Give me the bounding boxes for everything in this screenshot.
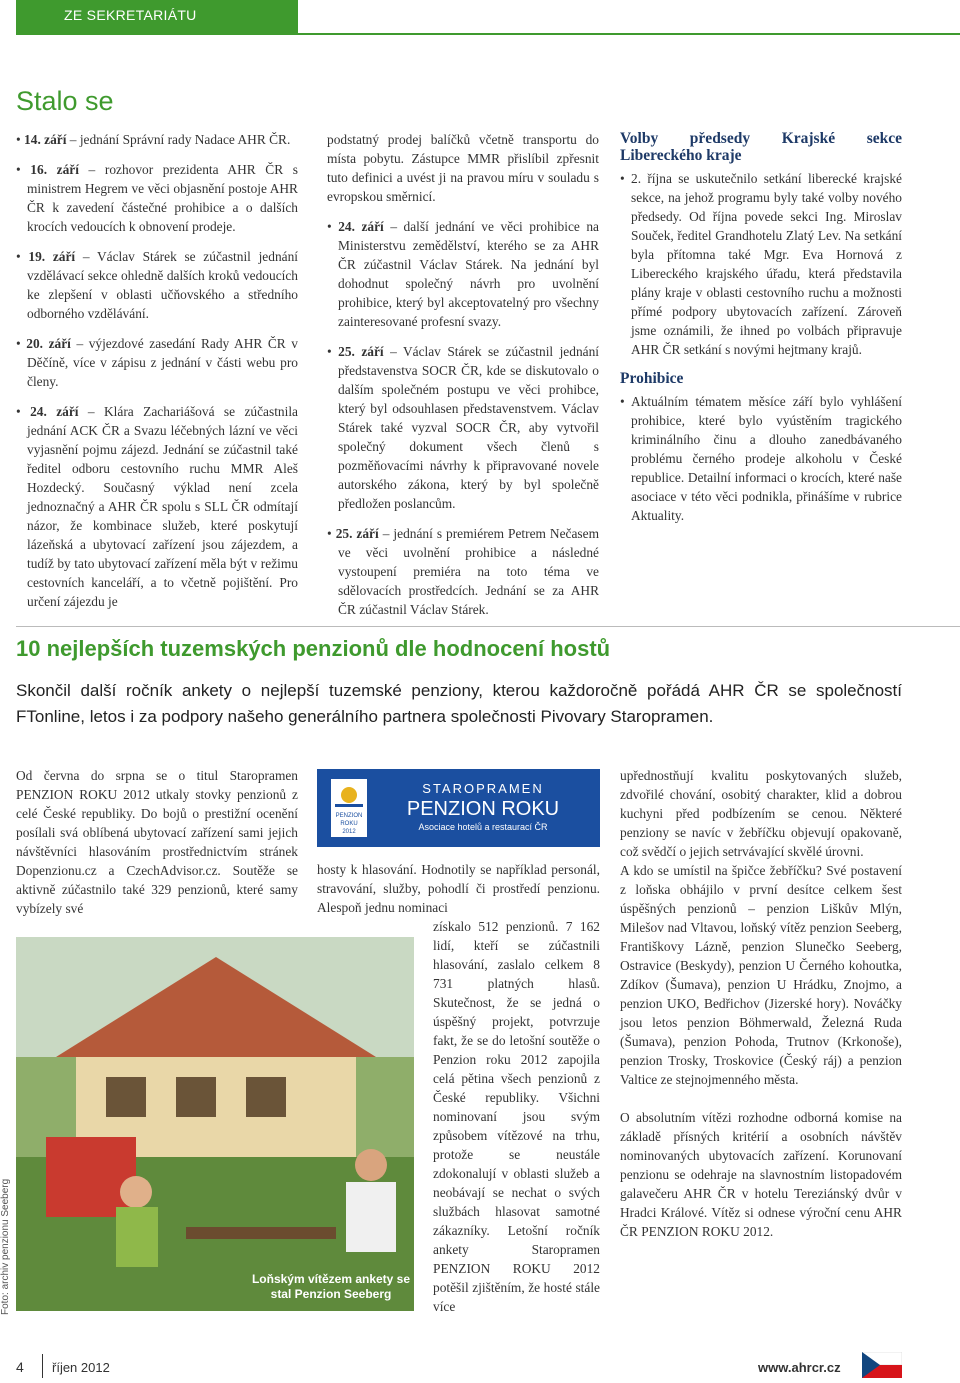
article-title: 10 nejlepších tuzemských penzionů dle hodnocení hostů	[16, 636, 611, 661]
news-text: – další jednání ve věci prohibice na Ministerstvu zemědělství, kterého se za AHR ČR zúčastnil Václav Stárek. Na jednání byl dohodnut společný návrh pro uvolnění prohibice, který byl akceptovatelný pro všechny zainteresované profesní svazy.	[338, 219, 600, 329]
photo-credit: Foto: archiv penzionu Seeberg	[0, 1178, 11, 1315]
news-date: 2. října	[631, 171, 672, 186]
logo-brand: STAROPRAMEN	[422, 781, 544, 796]
news-item: • Aktuálním tématem měsíce září bylo vyhlášení prohibice, které bylo vyústěním tragického kriminálního činu a dlouho zanedbávaného problému černého prodeje alkoholu v České republice. Detailní informaci o krocích, které naše asociace v této věci podnikla, přinášíme v rubrice Aktuality.	[620, 394, 902, 523]
news-column-1	[16, 130, 298, 622]
news-date: 19. září	[28, 249, 76, 264]
article-column-1	[16, 766, 298, 929]
article-paragraph: získalo 512 penzionů. 7 162 lidí, kteří se zúčastnili hlasování, zaslalo celkem 8 731 platných hlasů. Skutečnost, že se jedná o úspěšný projekt, potvrzuje fakt, že se do letošní soutěže o Penzion roku 2012 zapojila celá pětina všech penzionů z České republiky. Všichni nominovaní jsou svým způsobem vítězové na trhu, protože se neustále zdokonalují v oblasti služeb a neobávají se nechat o svých službách hlasovat samotné zákazníky. Letošní ročník ankety Staropramen PENZION ROKU 2012 potěšil zjištěním, že hosté stále více	[433, 919, 600, 1314]
news-item: • 19. září – Václav Stárek se zúčastnil jednání vzdělávací sekce ohledně dalších kroků vedoucích ke zlepšení v oblasti učňovského a středního odborného vzdělávání.	[16, 249, 299, 321]
article-paragraph: O absolutním vítězi rozhodne odborná komise na základě přísných kritérií a osobních návštěv nominovaných ubytovacích zařízení. Korunovaní penzionu se odehraje na slavnostním listopadovém galavečeru AHR ČR v hotelu Tereziánský dvůr v Hradci Králové. Vítěz si odnese výroční cenu AHR ČR PENZION ROKU 2012.	[620, 1110, 902, 1239]
news-date: 24. září	[338, 219, 384, 234]
section-header-bar	[16, 0, 298, 33]
news-date: 16. září	[30, 162, 79, 177]
logo-badge-text-top: PENZION	[335, 813, 363, 819]
article-paragraph: upřednostňují kvalitu poskytovaných služeb, zdvořilé chování, osobitý charakter, klid a dobrou kuchyni před podbízením se cenou. Některé penziony se navíc v žebříčku objevují opakovaně, což svědčí o jejich setrvávající skvělé úrovni.	[620, 768, 902, 859]
news-text: – jednání s premiérem Petrem Nečasem ve věci uvolnění prohibice a následné vystoupení premiéra na toto téma ve sdělovacích prostředcích. Jednání se za AHR ČR zúčastnil Václav Stárek.	[338, 526, 600, 617]
issue-date: říjen 2012	[52, 1360, 110, 1375]
logo-sun	[341, 787, 357, 803]
logo-subtitle: Asociace hotelů a restaurací ČR	[418, 822, 548, 832]
news-item: • 2. října se uskutečnilo setkání liberecké krajské sekce, na jehož programu byly také volby nového předsedy. Od října povede sekci Ing. Miroslav Souček, ředitel Grandhotelu Zlatý Lev. Na setkání byla přítomna také Mgr. Eva Hornová z Libereckého krajského úřadu, která představila plány kraje v oblasti cestovního ruchu a možnosti přímé podpory ubytovacích zařízení. Zároveň jsme oznámili, že ihned po volbách připravuje AHR ČR setkání s novými hejtmany krajů.	[620, 171, 902, 357]
article-column-3	[620, 766, 902, 1252]
photo-illustration	[16, 937, 414, 1311]
section-title: Stalo se	[16, 86, 114, 116]
logo-title: PENZION ROKU	[406, 798, 560, 820]
logo-badge-text-mid: ROKU	[340, 821, 358, 827]
header-rule	[16, 33, 960, 35]
news-date: 20. září	[26, 336, 71, 351]
section-label: ZE SEKRETARIÁTU	[64, 7, 197, 23]
logo-graphic	[317, 769, 600, 847]
penzion-roku-logo	[317, 769, 600, 847]
news-date: 24. září	[30, 404, 79, 419]
news-item: • 14. září – jednání Správní rady Nadace AHR ČR.	[16, 132, 291, 147]
logo-badge-stripe	[335, 804, 363, 807]
news-item: • 25. září – Václav Stárek se zúčastnil jednání představenstva SOCR ČR, kde se diskutovalo o dalším společném postupu ve věci prohibce, který byl odsouhlasen představenstvem. Václav Stárek také vyzval SOCR ČR, aby vytvořil společný dokument všech členů s pozměňovacími návrhy k připravované novele autorského zákona, který by byl společně předložen poslancům.	[327, 344, 600, 511]
subheading-prohibition: Prohibice	[620, 370, 684, 387]
news-item: • 20. září – výjezdové zasedání Rady AHR ČR v Děčíně, více v zápisu z jednání v části webu pro členy.	[16, 336, 299, 389]
news-column-2	[327, 130, 599, 630]
page-number: 4	[16, 1359, 24, 1375]
winner-photo	[16, 937, 414, 1311]
news-continuation: podstatný prodej balíčků včetně transportu do místa pobytu. Zástupce MMR přislíbil zpřesnit tuto definici a uvést ji na pravou míru v souladu s evropskou směrnicí.	[327, 132, 599, 204]
subheading-elections: Volby předsedy Krajské sekce Libereckého kraje	[620, 130, 902, 164]
article-paragraph: A kdo se umístil na špičce žebříčku? Své postavení z loňska obhájilo v první desítce celkem šest úspěšných penzionů – penzion Liškův Mlýn, Milešov nad Vltavou, loňský vítěz penzion Seeberg, Františkovy Lázně, penzion Slunečko Seeberg, Ostravice (Beskydy), penzion U Černého kohoutka, Zdíkov (Šumava), penzion U Hrádku, Znojmo, a penzion UKO, Bedřichov (Jizerské hory). Nováčky jsou letos penzion Böhmerwald, Železná Ruda (Šumava), penzion Pohoda, Trutnov (Krkonoše), penzion Trosky, Troskovice (Český ráj) a penzion Valtice ze stejnojmenného města.	[620, 863, 902, 1087]
news-date: 25. září	[338, 344, 384, 359]
news-text: – výjezdové zasedání Rady AHR ČR v Děčíně, více v zápisu z jednání v části webu pro členy.	[27, 336, 299, 389]
news-item: • 24. září – další jednání ve věci prohibice na Ministerstvu zemědělství, kterého se za AHR ČR zúčastnil Václav Stárek. Na jednání byl dohodnut společný návrh pro uvolnění prohibice, který byl akceptovatelný pro všechny zainteresované profesní svazy.	[327, 219, 600, 329]
website-link[interactable]: www.ahrcr.cz	[758, 1360, 841, 1375]
logo-badge-year: 2012	[342, 829, 356, 835]
news-column-3	[620, 130, 902, 536]
footer-divider	[42, 1354, 43, 1378]
news-date: 25. září	[335, 526, 379, 541]
news-date: 14. září	[24, 132, 67, 147]
article-column-2-top	[317, 860, 600, 917]
news-text: – Václav Stárek se zúčastnil jednání vzdělávací sekce ohledně dalších kroků vedoucích ke zlepšení v oblasti učňovského a středního odborného vzdělávání.	[27, 249, 299, 321]
flag-icon	[862, 1352, 902, 1378]
article-column-2-narrow	[433, 917, 600, 1327]
news-text: se uskutečnilo setkání liberecké krajské sekce, na jehož programu byly také volby nového předsedy. Od října povede sekci Ing. Miroslav Souček, ředitel Grandhotelu Zlatý Lev. Na setkání byla přítomna také Mgr. Eva Hornová z Libereckého krajského úřadu, která představila plány kraje v oblasti cestovního ruchu a možnosti přímé podpory ubytovacích zařízení. Zároveň jsme oznámili, že ihned po volbách připravuje AHR ČR setkání s novými hejtmany krajů.	[631, 171, 902, 357]
news-item: • 16. září – rozhovor prezidenta AHR ČR s ministrem Hegrem ve věci objasnění postoje AHR ČR k zavedení částečné prohibice a o dalších krocích vedoucích k obnovení prodeje.	[16, 162, 298, 234]
article-lead: Skončil další ročník ankety o nejlepší tuzemské penziony, kterou každoročně pořádá AHR ČR se společností FTonline, letos i za podpory našeho generálního partnera společnosti Pivovary Staropramen.	[16, 681, 902, 726]
article-paragraph: hosty k hlasování. Hodnotily se například personál, stravování, služby, pohodlí či prostředí penzionu. Alespoň jednu nominaci	[317, 862, 600, 915]
news-text: Aktuálním tématem měsíce září bylo vyhlášení prohibice, které bylo vyústěním tragického kriminálního činu a dlouho zanedbávaného problému černého prodeje alkoholu v České republice. Detailní informaci o krocích, které naše asociace v této věci podnikla, přinášíme v rubrice Aktuality.	[631, 394, 902, 523]
news-text: – Klára Zachariášová se zúčastnila jednání ACK ČR a Svazu léčebných lázní ve věci vyjasnění pojmu zájezd. Jednání se zúčastnil také ředitel odboru cestovního ruchu MMR Aleš Hozdecký. Současný výklad není zcela jednoznačný a AHR ČR spolu s SLL ČR odmítají názor, že kombinace služeb, které poskytují lázeňská a ubytovací zařízení jsou zájezdem, a tudíž by tato ubytovací zařízení měla být v režimu cestovních kanceláří, a to včetně pojištění. Pro určení zájezdu je	[27, 404, 298, 609]
news-item: • 24. září – Klára Zachariášová se zúčastnila jednání ACK ČR a Svazu léčebných lázní ve věci vyjasnění pojmu zájezd. Jednání se zúčastnil také ředitel odboru cestovního ruchu MMR Aleš Hozdecký. Současný výklad není zcela jednoznačný a AHR ČR spolu s SLL ČR odmítají názor, že kombinace služeb, které poskytují lázeňská a ubytovací zařízení jsou zájezdem, a tudíž by tato ubytovací zařízení měla být v režimu cestovních kanceláří, a to včetně pojištění. Pro určení zájezdu je	[16, 404, 298, 609]
photo-caption: Loňským vítězem ankety se stal Penzion Seeberg	[251, 1272, 411, 1301]
news-text: – jednání Správní rady Nadace AHR ČR.	[66, 132, 291, 147]
news-text: – Václav Stárek se zúčastnil jednání představenstva SOCR ČR, kde se diskutovalo o dalším společném postupu ve věci prohibce, který byl odsouhlasen představenstvem. Václav Stárek také vyzval SOCR ČR, aby vytvořil společný dokument všech členů s pozměňovacími návrhy k připravované novele autorského zákona, který by byl společně předložen poslancům.	[338, 344, 600, 511]
news-item: • 25. září – jednání s premiérem Petrem Nečasem ve věci uvolnění prohibice a následné vystoupení premiéra na toto téma ve sdělovacích prostředcích. Jednání se za AHR ČR zúčastnil Václav Stárek.	[327, 526, 600, 617]
section-divider	[16, 626, 960, 627]
article-paragraph: Od června do srpna se o titul Staropramen PENZION ROKU 2012 utkaly stovky penzionů z celé České republiky. Do bojů o prestižní ocenění posílali svá oblíbená ubytovací zařízení sami jejich návštěvníci hlasováním prostřednictvím stránek Dopenzionu.cz a CzechAdvisor.cz. Soutěže se aktivně zúčastnilo také 329 penzionů, které samy vybízely své	[16, 768, 298, 916]
news-text: – rozhovor prezidenta AHR ČR s ministrem Hegrem ve věci objasnění postoje AHR ČR k zavedení částečné prohibice a o dalších krocích vedoucích k obnovení prodeje.	[27, 162, 298, 234]
